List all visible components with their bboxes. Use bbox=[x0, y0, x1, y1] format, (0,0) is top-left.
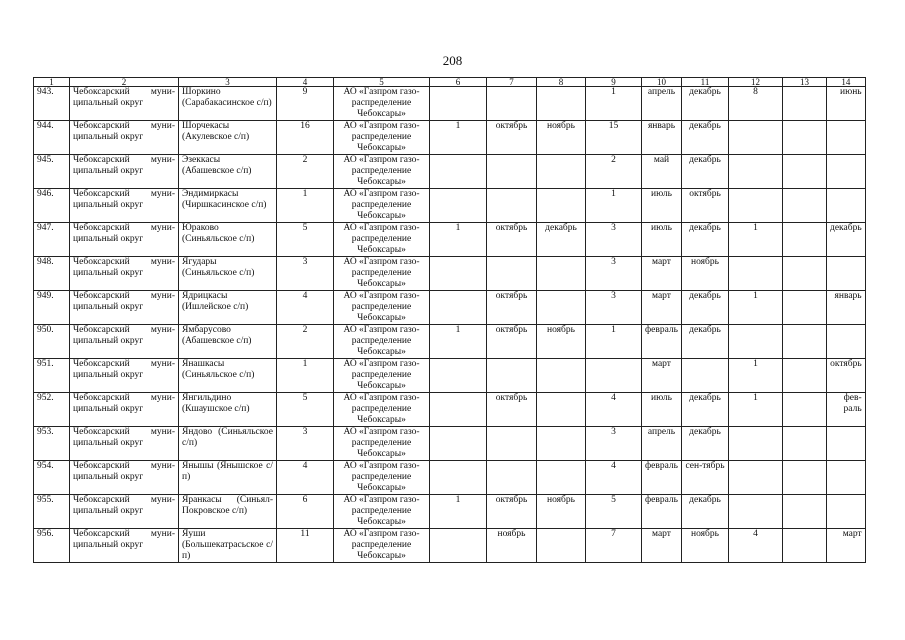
col-13-cell bbox=[783, 87, 827, 121]
operator-cell: АО «Газпром газо-распределение Чебоксары» bbox=[334, 155, 430, 189]
col-6-cell bbox=[430, 155, 487, 189]
row-number-cell: 948. bbox=[34, 257, 70, 291]
table-row bbox=[34, 189, 866, 223]
col-7-cell: октябрь bbox=[487, 393, 537, 427]
col-9-cell bbox=[586, 359, 642, 393]
col-6-cell bbox=[430, 359, 487, 393]
table-row bbox=[34, 325, 866, 359]
col-9-cell: 4 bbox=[586, 393, 642, 427]
col-12-cell bbox=[729, 325, 783, 359]
col-10-cell: март bbox=[642, 529, 682, 563]
col-12-cell: 4 bbox=[729, 529, 783, 563]
count-cell: 2 bbox=[277, 325, 334, 359]
col-11-cell: декабрь bbox=[682, 223, 729, 257]
table-row bbox=[34, 121, 866, 155]
col-7-cell bbox=[487, 155, 537, 189]
col-9-cell: 4 bbox=[586, 461, 642, 495]
col-9-cell: 7 bbox=[586, 529, 642, 563]
col-13-cell bbox=[783, 257, 827, 291]
table-row bbox=[34, 87, 866, 121]
col-8-cell bbox=[537, 257, 586, 291]
col-13-cell bbox=[783, 223, 827, 257]
settlement-cell: Юраково (Синьяльское с/п) bbox=[179, 223, 277, 257]
col-13-cell bbox=[783, 325, 827, 359]
col-12-cell: 1 bbox=[729, 393, 783, 427]
count-cell: 3 bbox=[277, 427, 334, 461]
table-row bbox=[34, 257, 866, 291]
col-6-cell: 1 bbox=[430, 495, 487, 529]
district-cell: Чебоксарский муни-ципальный округ bbox=[70, 121, 179, 155]
count-cell: 1 bbox=[277, 359, 334, 393]
col-12-cell: 1 bbox=[729, 359, 783, 393]
count-cell: 5 bbox=[277, 223, 334, 257]
operator-cell: АО «Газпром газо-распределение Чебоксары» bbox=[334, 393, 430, 427]
row-number-cell: 956. bbox=[34, 529, 70, 563]
col-9-cell: 5 bbox=[586, 495, 642, 529]
column-header: 6 bbox=[430, 78, 487, 87]
operator-cell: АО «Газпром газо-распределение Чебоксары» bbox=[334, 325, 430, 359]
count-cell: 4 bbox=[277, 291, 334, 325]
count-cell: 2 bbox=[277, 155, 334, 189]
column-header: 12 bbox=[729, 78, 783, 87]
district-cell: Чебоксарский муни-ципальный округ bbox=[70, 529, 179, 563]
col-11-cell: сен-тябрь bbox=[682, 461, 729, 495]
col-11-cell: декабрь bbox=[682, 495, 729, 529]
col-10-cell: июль bbox=[642, 223, 682, 257]
district-cell: Чебоксарский муни-ципальный округ bbox=[70, 325, 179, 359]
col-6-cell bbox=[430, 189, 487, 223]
settlement-cell: Ямбарусово (Абашевское с/п) bbox=[179, 325, 277, 359]
col-9-cell: 15 bbox=[586, 121, 642, 155]
settlement-cell: Шорчекасы (Акулевское с/п) bbox=[179, 121, 277, 155]
row-number-cell: 952. bbox=[34, 393, 70, 427]
col-14-cell bbox=[827, 495, 866, 529]
col-14-cell: июнь bbox=[827, 87, 866, 121]
col-14-cell bbox=[827, 121, 866, 155]
col-13-cell bbox=[783, 495, 827, 529]
col-10-cell: февраль bbox=[642, 495, 682, 529]
count-cell: 6 bbox=[277, 495, 334, 529]
col-14-cell bbox=[827, 155, 866, 189]
district-cell: Чебоксарский муни-ципальный округ bbox=[70, 223, 179, 257]
col-13-cell bbox=[783, 461, 827, 495]
row-number-cell: 954. bbox=[34, 461, 70, 495]
col-10-cell: февраль bbox=[642, 325, 682, 359]
col-7-cell bbox=[487, 189, 537, 223]
col-11-cell: декабрь bbox=[682, 87, 729, 121]
count-cell: 16 bbox=[277, 121, 334, 155]
table-row bbox=[34, 155, 866, 189]
operator-cell: АО «Газпром газо-распределение Чебоксары» bbox=[334, 427, 430, 461]
col-6-cell bbox=[430, 461, 487, 495]
col-13-cell bbox=[783, 155, 827, 189]
row-number-cell: 946. bbox=[34, 189, 70, 223]
settlement-cell: Яранкасы (Синьял-Покровское с/п) bbox=[179, 495, 277, 529]
table-row bbox=[34, 223, 866, 257]
count-cell: 3 bbox=[277, 257, 334, 291]
settlement-cell: Ягудары (Синьяльское с/п) bbox=[179, 257, 277, 291]
district-cell: Чебоксарский муни-ципальный округ bbox=[70, 359, 179, 393]
district-cell: Чебоксарский муни-ципальный округ bbox=[70, 189, 179, 223]
col-10-cell: март bbox=[642, 291, 682, 325]
col-12-cell bbox=[729, 461, 783, 495]
row-number-cell: 953. bbox=[34, 427, 70, 461]
count-cell: 4 bbox=[277, 461, 334, 495]
col-11-cell: ноябрь bbox=[682, 529, 729, 563]
district-cell: Чебоксарский муни-ципальный округ bbox=[70, 461, 179, 495]
col-7-cell bbox=[487, 257, 537, 291]
col-10-cell: февраль bbox=[642, 461, 682, 495]
column-header: 5 bbox=[334, 78, 430, 87]
col-12-cell: 1 bbox=[729, 291, 783, 325]
col-7-cell: октябрь bbox=[487, 291, 537, 325]
row-number-cell: 950. bbox=[34, 325, 70, 359]
district-cell: Чебоксарский муни-ципальный округ bbox=[70, 257, 179, 291]
row-number-cell: 947. bbox=[34, 223, 70, 257]
col-9-cell: 3 bbox=[586, 223, 642, 257]
col-12-cell bbox=[729, 495, 783, 529]
column-header: 3 bbox=[179, 78, 277, 87]
col-11-cell: октябрь bbox=[682, 189, 729, 223]
operator-cell: АО «Газпром газо-распределение Чебоксары» bbox=[334, 529, 430, 563]
col-6-cell bbox=[430, 291, 487, 325]
row-number-cell: 949. bbox=[34, 291, 70, 325]
col-11-cell: декабрь bbox=[682, 155, 729, 189]
operator-cell: АО «Газпром газо-распределение Чебоксары» bbox=[334, 291, 430, 325]
operator-cell: АО «Газпром газо-распределение Чебоксары» bbox=[334, 223, 430, 257]
column-header: 4 bbox=[277, 78, 334, 87]
col-11-cell bbox=[682, 359, 729, 393]
col-6-cell bbox=[430, 87, 487, 121]
col-11-cell: декабрь bbox=[682, 325, 729, 359]
table-row bbox=[34, 427, 866, 461]
col-11-cell: ноябрь bbox=[682, 257, 729, 291]
col-6-cell: 1 bbox=[430, 121, 487, 155]
count-cell: 1 bbox=[277, 189, 334, 223]
col-6-cell bbox=[430, 529, 487, 563]
col-10-cell: июль bbox=[642, 393, 682, 427]
operator-cell: АО «Газпром газо-распределение Чебоксары» bbox=[334, 121, 430, 155]
column-header: 14 bbox=[827, 78, 866, 87]
col-13-cell bbox=[783, 359, 827, 393]
col-14-cell bbox=[827, 257, 866, 291]
operator-cell: АО «Газпром газо-распределение Чебоксары» bbox=[334, 495, 430, 529]
count-cell: 11 bbox=[277, 529, 334, 563]
col-9-cell: 3 bbox=[586, 291, 642, 325]
col-13-cell bbox=[783, 189, 827, 223]
col-9-cell: 2 bbox=[586, 155, 642, 189]
operator-cell: АО «Газпром газо-распределение Чебоксары» bbox=[334, 189, 430, 223]
district-cell: Чебоксарский муни-ципальный округ bbox=[70, 155, 179, 189]
col-7-cell: октябрь bbox=[487, 121, 537, 155]
district-cell: Чебоксарский муни-ципальный округ bbox=[70, 393, 179, 427]
col-12-cell: 8 bbox=[729, 87, 783, 121]
column-header: 13 bbox=[783, 78, 827, 87]
district-cell: Чебоксарский муни-ципальный округ bbox=[70, 291, 179, 325]
table-row bbox=[34, 461, 866, 495]
col-12-cell: 1 bbox=[729, 223, 783, 257]
col-11-cell: декабрь bbox=[682, 393, 729, 427]
col-8-cell: ноябрь bbox=[537, 325, 586, 359]
table-row bbox=[34, 393, 866, 427]
settlement-cell: Яуши (Большекатрасьское с/п) bbox=[179, 529, 277, 563]
col-12-cell bbox=[729, 121, 783, 155]
col-7-cell bbox=[487, 359, 537, 393]
col-10-cell: март bbox=[642, 257, 682, 291]
settlement-cell: Яндово (Синьяльское с/п) bbox=[179, 427, 277, 461]
header-row bbox=[34, 78, 866, 87]
col-8-cell bbox=[537, 359, 586, 393]
col-12-cell bbox=[729, 257, 783, 291]
col-10-cell: июль bbox=[642, 189, 682, 223]
count-cell: 9 bbox=[277, 87, 334, 121]
district-cell: Чебоксарский муни-ципальный округ bbox=[70, 87, 179, 121]
col-14-cell bbox=[827, 325, 866, 359]
col-7-cell: октябрь bbox=[487, 223, 537, 257]
col-13-cell bbox=[783, 427, 827, 461]
operator-cell: АО «Газпром газо-распределение Чебоксары» bbox=[334, 461, 430, 495]
col-8-cell bbox=[537, 461, 586, 495]
row-number-cell: 943. bbox=[34, 87, 70, 121]
col-10-cell: май bbox=[642, 155, 682, 189]
column-header: 11 bbox=[682, 78, 729, 87]
column-header: 8 bbox=[537, 78, 586, 87]
settlement-cell: Янашкасы (Синьяльское с/п) bbox=[179, 359, 277, 393]
row-number-cell: 945. bbox=[34, 155, 70, 189]
col-9-cell: 3 bbox=[586, 427, 642, 461]
col-7-cell bbox=[487, 461, 537, 495]
col-13-cell bbox=[783, 393, 827, 427]
col-10-cell: апрель bbox=[642, 87, 682, 121]
col-7-cell bbox=[487, 427, 537, 461]
col-12-cell bbox=[729, 427, 783, 461]
col-6-cell bbox=[430, 257, 487, 291]
col-8-cell bbox=[537, 427, 586, 461]
col-14-cell: октябрь bbox=[827, 359, 866, 393]
col-14-cell: январь bbox=[827, 291, 866, 325]
table-row bbox=[34, 291, 866, 325]
column-header: 2 bbox=[70, 78, 179, 87]
col-11-cell: декабрь bbox=[682, 121, 729, 155]
col-14-cell: декабрь bbox=[827, 223, 866, 257]
column-header: 9 bbox=[586, 78, 642, 87]
col-14-cell bbox=[827, 427, 866, 461]
col-6-cell: 1 bbox=[430, 223, 487, 257]
column-header: 1 bbox=[34, 78, 70, 87]
gasification-schedule-table bbox=[33, 77, 866, 563]
col-9-cell: 1 bbox=[586, 189, 642, 223]
col-10-cell: апрель bbox=[642, 427, 682, 461]
row-number-cell: 944. bbox=[34, 121, 70, 155]
col-8-cell bbox=[537, 155, 586, 189]
col-12-cell bbox=[729, 189, 783, 223]
col-14-cell bbox=[827, 461, 866, 495]
col-12-cell bbox=[729, 155, 783, 189]
col-8-cell: ноябрь bbox=[537, 495, 586, 529]
settlement-cell: Шоркино (Сарабакасинское с/п) bbox=[179, 87, 277, 121]
row-number-cell: 955. bbox=[34, 495, 70, 529]
col-6-cell bbox=[430, 393, 487, 427]
col-8-cell bbox=[537, 87, 586, 121]
settlement-cell: Эндимиркасы (Чиршкасинское с/п) bbox=[179, 189, 277, 223]
col-13-cell bbox=[783, 121, 827, 155]
col-9-cell: 1 bbox=[586, 87, 642, 121]
operator-cell: АО «Газпром газо-распределение Чебоксары» bbox=[334, 359, 430, 393]
col-11-cell: декабрь bbox=[682, 291, 729, 325]
col-6-cell: 1 bbox=[430, 325, 487, 359]
settlement-cell: Янышы (Янышское с/п) bbox=[179, 461, 277, 495]
district-cell: Чебоксарский муни-ципальный округ bbox=[70, 495, 179, 529]
col-8-cell bbox=[537, 291, 586, 325]
table-row bbox=[34, 495, 866, 529]
col-13-cell bbox=[783, 529, 827, 563]
table-row bbox=[34, 529, 866, 563]
operator-cell: АО «Газпром газо-распределение Чебоксары» bbox=[334, 87, 430, 121]
col-6-cell bbox=[430, 427, 487, 461]
col-8-cell bbox=[537, 529, 586, 563]
col-8-cell bbox=[537, 393, 586, 427]
col-7-cell bbox=[487, 87, 537, 121]
col-14-cell: март bbox=[827, 529, 866, 563]
col-7-cell: ноябрь bbox=[487, 529, 537, 563]
district-cell: Чебоксарский муни-ципальный округ bbox=[70, 427, 179, 461]
col-7-cell: октябрь bbox=[487, 325, 537, 359]
col-10-cell: январь bbox=[642, 121, 682, 155]
col-13-cell bbox=[783, 291, 827, 325]
settlement-cell: Ядрицкасы (Ишлейское с/п) bbox=[179, 291, 277, 325]
col-10-cell: март bbox=[642, 359, 682, 393]
settlement-cell: Янгильдино (Кшаушское с/п) bbox=[179, 393, 277, 427]
page-number: 208 bbox=[442, 53, 463, 68]
table-row bbox=[34, 359, 866, 393]
settlement-cell: Эзеккасы (Абашевское с/п) bbox=[179, 155, 277, 189]
col-9-cell: 3 bbox=[586, 257, 642, 291]
column-header: 7 bbox=[487, 78, 537, 87]
column-header: 10 bbox=[642, 78, 682, 87]
count-cell: 5 bbox=[277, 393, 334, 427]
operator-cell: АО «Газпром газо-распределение Чебоксары» bbox=[334, 257, 430, 291]
col-8-cell: декабрь bbox=[537, 223, 586, 257]
col-14-cell: фев-раль bbox=[827, 393, 866, 427]
col-9-cell: 1 bbox=[586, 325, 642, 359]
row-number-cell: 951. bbox=[34, 359, 70, 393]
col-11-cell: декабрь bbox=[682, 427, 729, 461]
col-8-cell bbox=[537, 189, 586, 223]
col-14-cell bbox=[827, 189, 866, 223]
col-8-cell: ноябрь bbox=[537, 121, 586, 155]
col-7-cell: октябрь bbox=[487, 495, 537, 529]
